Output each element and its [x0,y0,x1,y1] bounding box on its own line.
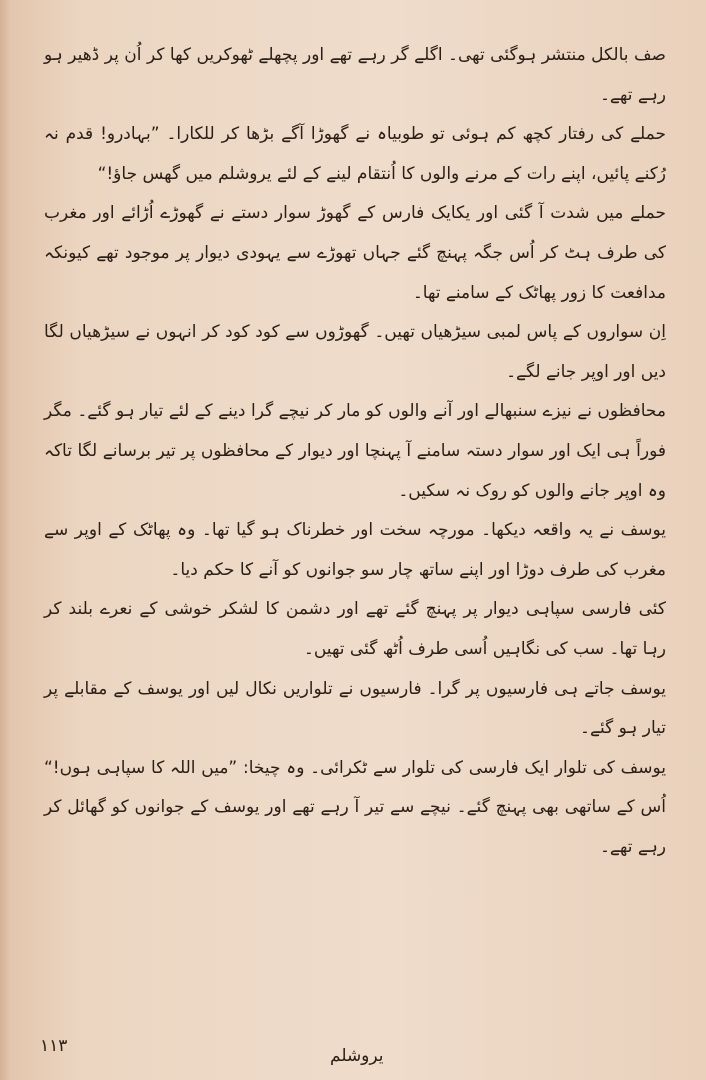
paragraph: کئی فارسی سپاہی دیوار پر پہنچ گئے تھے اور دشمن کا لشکر خوشی کے نعرے بلند کر رہا تھا۔ سب کی نگاہیں اُسی طرف اُٹھ گئی تھیں۔ [44,599,666,659]
paragraph: حملے کی رفتار کچھ کم ہوئی تو طوبیاہ نے گھوڑا آگے بڑھا کر للکارا۔ ”بہادرو! قدم نہ رُکنے پائیں، اپنے رات کے مرنے والوں کا اُنتقام لینے کے لئے یروشلم میں گھس جاؤ!“ [44,124,666,184]
page-number: ۱۱۳ [40,1036,68,1056]
body-text [44,36,666,867]
paragraph: محافظوں نے نیزے سنبھالے اور آنے والوں کو مار کر نیچے گرا دینے کے لئے تیار ہو گئے۔ مگر فوراً ہی ایک اور سوار دستہ سامنے آ پہنچا اور دیوار کے محافظوں پر تیر برسانے لگا تاکہ وہ اوپر جانے والوں کو روک نہ سکیں۔ [44,401,666,501]
page-edge-shadow [0,0,10,1080]
paragraph: یوسف جاتے ہی فارسیوں پر گرا۔ فارسیوں نے تلواریں نکال لیں اور یوسف کے مقابلے پر تیار ہو گئے۔ [44,678,666,739]
footer-text: یروشلم [330,1046,384,1066]
paragraph: یوسف نے یہ واقعہ دیکھا۔ مورچہ سخت اور خطرناک ہو گیا تھا۔ وہ پھاٹک کے اوپر سے مغرب کی طرف دوڑا اور اپنے ساتھ چار سو جوانوں کو آنے کا حکم دیا۔ [44,520,666,580]
paragraph: حملے میں شدت آ گئی اور یکایک فارس کے گھوڑ سوار دستے نے گھوڑے اُڑائے اور مغرب کی طرف ہٹ کر اُس جگہ پہنچ گئے جہاں تھوڑے سے یہودی دیوار پر موجود تھے کیونکہ مدافعت کا زور پھاٹک کے سامنے تھا۔ [44,203,666,303]
paragraph: یوسف کی تلوار ایک فارسی کی تلوار سے ٹکرائی۔ وہ چیخا: ”میں اللہ کا سپاہی ہوں!“ اُس کے ساتھی بھی پہنچ گئے۔ نیچے سے تیر آ رہے تھے اور یوسف کے جوانوں کو گھائل کر رہے تھے۔ [44,757,666,857]
paragraph: اِن سواروں کے پاس لمبی سیڑھیاں تھیں۔ گھوڑوں سے کود کود کر انہوں نے سیڑھیاں لگا دیں اور اوپر جانے لگے۔ [44,322,666,382]
paragraph: صف بالکل منتشر ہوگئی تھی۔ اگلے گر رہے تھے اور پچھلے ٹھوکریں کھا کر اُن پر ڈھیر ہو رہے تھے۔ [44,45,666,105]
